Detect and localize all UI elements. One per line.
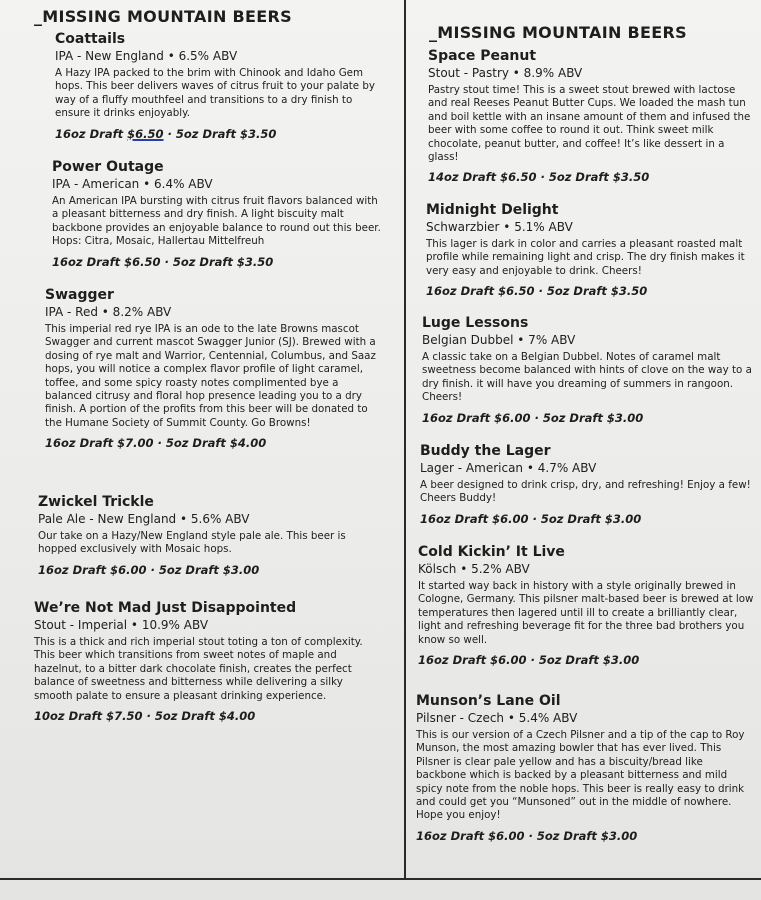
- beer-price: 16oz Draft $6.50 · 5oz Draft $3.50: [52, 254, 274, 269]
- beer-description: Pastry stout time! This is a sweet stout brewed with lactose and real Reeses Peanut Butter Cups. We loaded the mash tun and boil kettle with an insane amount of them and infused the beer with some coffee to round it out. Think sweet milk chocolate, peanut butter, and coffee! It’s like dessert in a glass!: [428, 84, 751, 164]
- beer-price: [55, 127, 385, 141]
- beer-style: Pale Ale - New England • 5.6% ABV: [38, 512, 250, 526]
- beer-price: 16oz Draft $6.00 · 5oz Draft $3.00: [420, 511, 642, 526]
- column-divider: [404, 0, 406, 880]
- beer-price: 16oz Draft $6.00 · 5oz Draft $3.00: [38, 562, 260, 577]
- beer-style: IPA - Red • 8.2% ABV: [45, 305, 172, 319]
- beer-price: 16oz Draft $6.50 · 5oz Draft $3.50: [426, 284, 648, 299]
- beer-style: IPA - New England • 6.5% ABV: [55, 49, 238, 63]
- price-suffix: · 5oz Draft $3.50: [163, 126, 277, 141]
- beer-style: Lager - American • 4.7% ABV: [420, 461, 597, 475]
- beer-description: An American IPA bursting with citrus fruit flavors balanced with a pleasant bitterness and dry finish. A light biscuity malt backbone provides an enjoyable balance to round out this beer. Hops: Citra, Mosaic, Hallertau Mittelfreuh: [52, 195, 381, 248]
- beer-item-midnight-delight: [426, 201, 754, 298]
- beer-item-space-peanut: [428, 47, 754, 184]
- beer-style: Stout - Imperial • 10.9% ABV: [34, 618, 209, 632]
- beer-name: Power Outage: [52, 159, 164, 175]
- beer-style: Stout - Pastry • 8.9% ABV: [428, 66, 583, 80]
- beer-item-not-mad-just-disappointed: [34, 599, 376, 723]
- menu-title: _MISSING MOUNTAIN BEERS: [429, 23, 687, 42]
- beer-item-munsons-lane-oil: [416, 692, 754, 843]
- beer-style: IPA - American • 6.4% ABV: [52, 177, 213, 191]
- beer-style: Schwarzbier • 5.1% ABV: [426, 220, 573, 234]
- beer-name: Space Peanut: [428, 48, 537, 64]
- beer-style: Kölsch • 5.2% ABV: [418, 562, 530, 576]
- beer-description: It started way back in history with a style originally brewed in Cologne, Germany. This pilsner malt-based beer is brewed at low temperatures then lagered until ill to create a brilliantly clear, light and refreshing beverage fit for the three bad brothers you know so well.: [418, 580, 754, 646]
- beer-description: A classic take on a Belgian Dubbel. Notes of caramel malt sweetness become balanced with hints of clove on the way to a dry finish. it will have you dreaming of summers in rangoon. Cheers!: [422, 351, 752, 404]
- beer-price: 16oz Draft $6.00 · 5oz Draft $3.00: [418, 653, 640, 668]
- beer-description: This is a thick and rich imperial stout toting a ton of complexity. This beer which transitions from sweet notes of maple and hazelnut, to a bitter dark chocolate finish, creates the perfect balance of sweetness and bitterness while delivering a silky smooth palate to ensure a pleasant drinking experience.: [34, 636, 363, 702]
- beer-description: This is our version of a Czech Pilsner and a tip of the cap to Roy Munson, the most amazing bowler that has ever lived. This Pilsner is clear pale yellow and has a biscuity/bread like backbone which is backed by a pleasant bitterness and mild spicy note from the noble hops. This beer is really easy to drink and could get you “Munsoned” out in the middle of nowhere. Hope you enjoy!: [416, 729, 745, 822]
- beer-name: Midnight Delight: [426, 202, 559, 218]
- menu-title: _MISSING MOUNTAIN BEERS: [34, 7, 292, 26]
- beer-description: A beer designed to drink crisp, dry, and refreshing! Enjoy a few! Cheers Buddy!: [420, 479, 751, 505]
- beer-name: Coattails: [55, 31, 126, 47]
- beer-description: This imperial red rye IPA is an ode to the late Browns mascot Swagger and current mascot Swagger Junior (SJ). Brewed with a dosing of rye malt and Warrior, Centennial, Columbus, and Saaz hops, you will notice a complex flavor profile of light caramel, toffee, and some spicy roasty notes complimented bye a balanced citrusy and floral hop presence leading you to a dry finish. A portion of the profits from this beer will be donated to the Humane Society of Summit County. Go Browns!: [45, 323, 376, 429]
- beer-item-coattails: [55, 30, 385, 141]
- beer-item-power-outage: [52, 158, 384, 269]
- beer-price: 16oz Draft $6.00 · 5oz Draft $3.00: [416, 828, 638, 843]
- beer-name: Buddy the Lager: [420, 443, 551, 459]
- beer-item-luge-lessons: [422, 314, 754, 425]
- beer-name: Luge Lessons: [422, 315, 529, 331]
- beer-item-buddy-the-lager: [420, 442, 754, 526]
- beer-price: 14oz Draft $6.50 · 5oz Draft $3.50: [428, 170, 650, 185]
- beer-style: Belgian Dubbel • 7% ABV: [422, 333, 576, 347]
- beer-name: Munson’s Lane Oil: [416, 693, 561, 709]
- beer-name: We’re Not Mad Just Disappointed: [34, 600, 297, 616]
- beer-name: Cold Kickin’ It Live: [418, 544, 565, 560]
- beer-item-cold-kickin-it-live: [418, 543, 754, 667]
- beer-price: 16oz Draft $6.00 · 5oz Draft $3.00: [422, 410, 644, 425]
- price-highlight: $6.50: [127, 126, 164, 141]
- beer-description: Our take on a Hazy/New England style pale ale. This beer is hopped exclusively with Mosaic hops.: [38, 530, 346, 556]
- beer-name: Swagger: [45, 287, 114, 303]
- bottom-border: [0, 878, 761, 880]
- beer-item-swagger: [45, 286, 380, 450]
- beer-description: A Hazy IPA packed to the brim with Chinook and Idaho Gem hops. This beer delivers waves of citrus fruit to your palate by way of a fluffy mouthfeel and transitions to a dry finish to ensure it drinks enjoyably.: [55, 67, 376, 120]
- beer-price: 10oz Draft $7.50 · 5oz Draft $4.00: [34, 709, 256, 724]
- beer-style: Pilsner - Czech • 5.4% ABV: [416, 711, 578, 725]
- beer-price: 16oz Draft $7.00 · 5oz Draft $4.00: [45, 436, 267, 451]
- beer-description: This lager is dark in color and carries a pleasant roasted malt profile while remaining light and crisp. The dry finish makes it very easy and enjoyable to drink. Cheers!: [426, 238, 745, 277]
- price-prefix: 16oz Draft: [55, 126, 128, 141]
- beer-item-zwickel-trickle: [38, 493, 376, 577]
- beer-name: Zwickel Trickle: [38, 494, 154, 510]
